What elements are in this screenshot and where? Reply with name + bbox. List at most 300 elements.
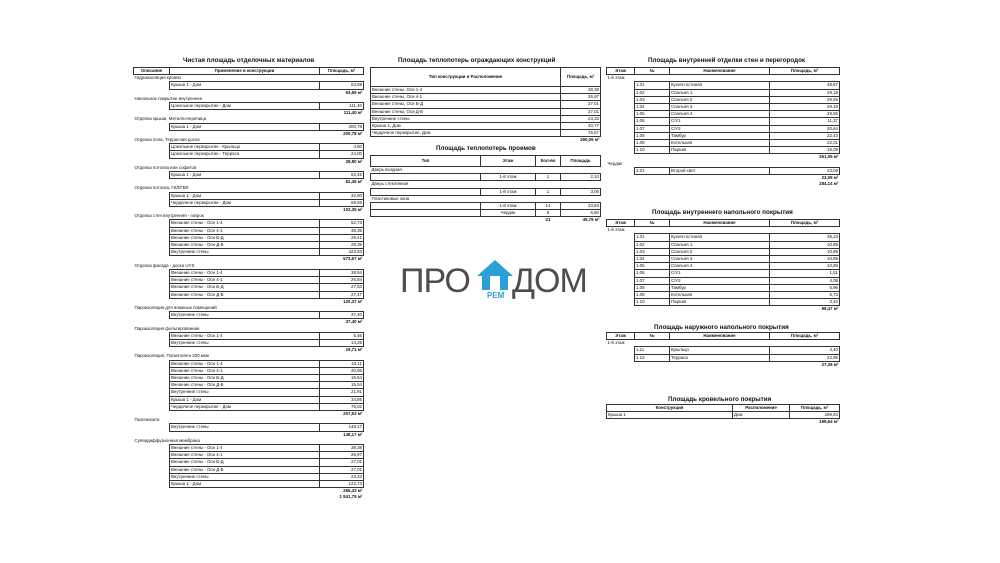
table-cell: Дом [733,412,790,419]
group-header-row [134,185,364,192]
table-cell: 23,33 [561,115,601,122]
table-cell: Крыша 1 [607,412,733,419]
table-row [371,123,601,130]
group-header-row [371,167,601,174]
table-cell [607,299,635,306]
table-cell [733,419,790,426]
table-cell: Чердак [607,160,623,166]
table-cell [134,431,170,438]
table-cell: 15,54 [320,382,364,389]
table-cell: 111,40 [320,103,364,110]
table-cell: 23,09 м² [821,175,839,181]
col-header: Этаж [481,156,536,167]
table-cell [371,188,481,195]
col-header: Тип [371,156,481,167]
table-row [607,277,840,284]
table-cell: Гидроизоляция кровли [134,75,181,81]
table-row [134,192,364,199]
outer-floor-table [606,332,840,368]
envelope-table [370,67,601,144]
table-cell [134,488,170,495]
table-cell: 63,69 м² [345,89,363,95]
logo-text-pro: ПРО [400,262,470,300]
table-cell [134,172,170,179]
table-cell: Кухня-гостиная [670,234,770,241]
table-row [607,118,840,125]
table-cell: Отделка фасада - доска UYS [134,262,195,268]
table-cell: 15,54 [320,374,364,381]
table-cell: 1.07 [635,277,670,284]
table-cell: 26,84 [320,277,364,284]
col-header: Площадь, м² [770,220,840,227]
table-cell: 62,45 [320,172,364,179]
table-cell: 21,91 [320,389,364,396]
table-cell: С/У1 [670,270,770,277]
table-cell: Терраса [670,354,770,361]
col-header: Площадь, м² [770,333,840,340]
table-cell: 26,97 [320,452,364,459]
table-cell: 1.06 [635,118,670,125]
table-cell: 1.08 [635,132,670,139]
table-cell: Внешние стены - Оси Д-Б [170,466,320,473]
table-cell [134,367,170,374]
group-header-row [371,195,601,202]
table-row [607,234,840,241]
table-cell: Крыша 1 - Дом [170,123,320,130]
table-cell [134,227,170,234]
table-cell: 1.02 [635,89,670,96]
table-row [134,466,364,473]
table-cell [134,89,170,96]
group-header-row [134,116,364,123]
table-row [371,101,601,108]
table-cell [607,125,635,132]
table-cell: Пароизоляция фольгированная [134,325,200,331]
table-cell: 34,85 [320,396,364,403]
table-cell: Спальня 4 [670,111,770,118]
table-row [371,203,601,210]
table-cell: Внешние стены - Оси Б-Д [170,459,320,466]
table-cell [134,347,170,354]
table-cell [635,175,670,182]
table-cell [607,419,733,426]
table-cell: Напольное покрытие внутреннее [134,95,203,101]
table-cell: Чердачное перекрытие - Дом [170,403,320,410]
table-cell [607,89,635,96]
table-cell [134,298,170,305]
group-header-row [134,263,364,270]
table-cell [134,144,170,151]
table-row [607,104,840,111]
table-cell [134,403,170,410]
table-cell: Внешние стены - Оси 4-1 [170,452,320,459]
group-total-row [134,410,364,417]
col-header: № [635,220,670,227]
table-cell: Спальня 2 [670,248,770,255]
table-cell: 199,64 м² [819,419,839,425]
table-cell: 1.07 [635,125,670,132]
table-cell [607,234,635,241]
table-cell: 37,40 [320,312,364,319]
table-cell [170,179,320,186]
table-cell [134,444,170,451]
table-cell [170,298,320,305]
table-row [134,123,364,130]
table-cell: 27,47 [320,291,364,298]
table-cell [134,151,170,158]
table-cell: 22,01 [770,140,840,147]
table-cell [607,306,635,313]
col-header: Площадь, м² [320,68,364,75]
table-cell: Внешние стены, Оси 4-1 [371,94,561,101]
inner-floor-title: Площадь внутреннего напольного покрытия [652,209,793,216]
table-cell [134,480,170,487]
table-cell [134,207,170,214]
table-cell: Цокольное перекрытие - Терраса [170,151,320,158]
table-cell: Парная [670,299,770,306]
table-row [134,312,364,319]
table-cell: 1.05 [635,263,670,270]
table-cell: 21 [545,217,551,223]
table-cell: 26,97 [561,94,601,101]
table-cell: 29,18 [770,104,840,111]
table-cell [170,110,320,117]
col-header: Наименование [670,220,770,227]
group-header-row [134,438,364,445]
table-row [371,210,601,217]
table-row [134,396,364,403]
table-cell: Внешние стены - Оси 4-1 [170,227,320,234]
table-cell: 260,05 м² [580,137,600,143]
table-cell [170,410,320,417]
table-row [371,115,601,122]
table-cell: Тамбур [670,132,770,139]
col-header: Кол-во [536,156,561,167]
table-cell: Дверь стеклянная [371,181,409,187]
col-header: Этаж [607,220,635,227]
table-cell [134,410,170,417]
table-cell: 423,83 [320,249,364,256]
table-cell [607,256,635,263]
table-cell: Внешние стены - Оси 4-1 [170,367,320,374]
table-row [607,248,840,255]
table-row [134,374,364,381]
inner-floor-table [606,219,840,313]
table-cell: Внешние стены, Оси Д-Б [371,108,561,115]
table-cell: Спальня 2 [670,96,770,103]
table-row [134,269,364,276]
floor-total-row [607,175,840,182]
group-total-row [134,347,364,354]
table-cell: 1-й этаж [607,75,625,81]
table-row [134,480,364,487]
group-total-row [134,319,364,326]
openings-title: Площадь теплопотерь проемов [436,145,536,152]
floor-header-row [607,161,840,168]
table-cell: Внешние стены - Оси Б-Д [170,234,320,241]
table-row [134,234,364,241]
table-cell: 37,40 м² [345,319,363,325]
table-cell: 29,41 [320,234,364,241]
table-cell: Внешние стены, Оси Б-Д [371,101,561,108]
openings-table [370,155,601,224]
table-cell [481,217,536,224]
table-cell [134,249,170,256]
group-header-row [134,213,364,220]
table-cell: С/У1 [670,118,770,125]
logo-text-dom: ДОМ [512,262,587,300]
table-row [371,130,601,137]
table-row [134,452,364,459]
table-cell [134,103,170,110]
table-cell [607,248,635,255]
table-cell: Внешние стены - Оси 1-4 [170,220,320,227]
table-cell: 1.12 [635,354,670,361]
table-cell: Спальня 1 [670,241,770,248]
table-cell: 32,80 [320,192,364,199]
table-cell [134,179,170,186]
table-cell: С/У2 [670,277,770,284]
table-cell [134,494,170,500]
table-cell [607,118,635,125]
table-cell: 23,09 [770,167,840,174]
table-cell: 52,73 [320,220,364,227]
table-row [134,389,364,396]
table-cell [371,174,481,181]
table-cell [134,284,170,291]
table-row [607,125,840,132]
table-cell: 1.04 [635,104,670,111]
roof-table [606,404,840,426]
table-cell: Тамбур [670,284,770,291]
table-row [134,367,364,374]
table-cell: 48,87 [770,82,840,89]
table-cell: 3,42 [770,299,840,306]
table-cell [134,277,170,284]
col-header: Описание [134,68,170,75]
table-cell [607,147,635,154]
table-cell: 38,35 [320,227,364,234]
table-cell: Внутренние стены [170,424,320,431]
table-cell: 2.01 [635,167,670,174]
table-row [134,339,364,346]
table-row [134,220,364,227]
group-header-row [134,165,364,172]
table-cell: 14,25 [320,339,364,346]
table-cell [607,82,635,89]
table-cell: 99,47 м² [821,306,839,312]
table-cell: 1,51 [770,270,840,277]
table-cell: Внутренние стены [170,312,320,319]
table-cell: 63,69 [320,82,364,89]
table-cell: 1.09 [635,140,670,147]
table-cell: Отделка потолка или софитов [134,164,197,170]
table-cell: 5,96 [770,284,840,291]
table-cell [607,96,635,103]
col-header: Наименование [670,333,770,340]
table-cell [371,203,481,210]
table-cell [607,175,635,182]
table-cell: Чердачное перекрытие - Дом [170,199,320,206]
table-cell: 120,37 м² [343,298,363,304]
table-cell [170,347,320,354]
group-header-row [134,75,364,82]
table-cell: 1-й этаж [481,174,536,181]
table-row [607,140,840,147]
table-cell: Спальня 1 [670,89,770,96]
table-cell: 23,11 [320,360,364,367]
table-cell: 3,06 [561,188,601,195]
table-cell: 5,46 [320,332,364,339]
table-cell: 11,37 [770,118,840,125]
table-row [371,174,601,181]
table-cell: 18,09 [770,147,840,154]
col-header: Площадь, м² [770,68,840,75]
table-cell: 1 [536,188,561,195]
table-cell: 5,73 [770,292,840,299]
table-cell: 27,01 [320,459,364,466]
table-cell: 27,01 [561,101,601,108]
table-cell: 200,78 м² [343,130,363,136]
table-cell [670,181,770,187]
table-cell: 1-й этаж [607,227,625,233]
table-cell: 5 [536,210,561,217]
col-header: Наименование [670,68,770,75]
table-cell [670,154,770,161]
total-row [607,306,840,313]
table-cell: Крыша 1 - Дом [170,396,320,403]
table-cell [170,488,320,495]
table-cell: 76,02 [320,403,364,410]
table-cell [134,256,170,263]
grand-total-row [134,494,364,500]
col-header: Тип конструкции и Расположение [371,68,561,87]
table-row [134,444,364,451]
col-header: Площадь [561,156,601,167]
table-cell: Крыша 1 - Дом [170,480,320,487]
table-cell [170,89,320,96]
table-row [134,227,364,234]
table-row [607,96,840,103]
table-cell [134,199,170,206]
table-cell [170,494,320,500]
table-cell: Чердачное перекрытие, Дом [371,130,561,137]
table-cell [371,217,481,224]
table-cell [134,319,170,326]
table-cell [607,181,635,187]
total-row [371,217,601,224]
table-cell [635,361,670,368]
table-cell: 1-й этаж [481,203,536,210]
table-cell: Крыльцо [670,347,770,354]
table-cell: Пароизоляция для влажных помещений [134,304,217,310]
table-cell: 1.08 [635,284,670,291]
table-cell: 1.01 [635,82,670,89]
table-row [607,347,840,354]
floor-total-row [607,154,840,161]
table-cell: Внешние стены - Оси Б-Д [170,284,320,291]
col-header: Этаж [607,68,635,75]
table-cell: 19,71 м² [345,347,363,353]
table-cell: Внешние стены - Оси 1-4 [170,444,320,451]
table-row [607,167,840,174]
table-row [134,144,364,151]
table-row [607,284,840,291]
table-cell: 1 941,75 м² [339,494,363,500]
logo-text-rem: РЕМ [487,291,505,300]
table-cell: Внешние стены - Оси 1-4 [170,269,320,276]
group-header-row [134,96,364,103]
table-cell [134,242,170,249]
table-cell: 1-й этаж [607,340,625,346]
table-cell [134,360,170,367]
table-cell [607,263,635,270]
house-icon [475,258,515,292]
table-cell: Спальня 3 [670,256,770,263]
table-cell: Внутренние стены [170,339,320,346]
materials-title: Чистая площадь отделочных материалов [183,57,315,64]
table-row [134,403,364,410]
table-cell: Крыша 1, Дом [371,123,561,130]
table-row [607,270,840,277]
group-header-row [134,137,364,144]
table-cell: 265,43 м² [343,488,363,494]
table-cell: 69,55 [320,199,364,206]
table-cell: 4,80 [320,144,364,151]
table-row [134,82,364,89]
table-cell: Цокольное перекрытие - Дом [170,103,320,110]
table-cell: 29,65 [770,96,840,103]
table-cell [371,137,561,144]
table-cell: 76,57 [561,130,601,137]
table-row [134,199,364,206]
table-cell: 200,78 [320,123,364,130]
group-header-row [134,305,364,312]
table-cell: 29,35 [320,242,364,249]
table-cell: 10,89 [770,256,840,263]
table-cell: Пластиковые окна [371,195,410,201]
table-cell: 207,53 м² [343,410,363,416]
floor-header-row [607,340,840,347]
table-cell: 29,18 [770,89,840,96]
group-total-row [134,256,364,263]
table-cell [607,111,635,118]
table-cell: 4,08 [770,277,840,284]
col-header: Площадь, м² [561,68,601,87]
table-cell: 1.03 [635,248,670,255]
table-cell: Крыша 1 - Дом [170,82,320,89]
total-row [371,137,601,144]
table-cell: 27,01 [561,108,601,115]
table-row [607,241,840,248]
table-cell: Внешние стены - Оси Д-Б [170,291,320,298]
table-cell: 573,67 м² [343,256,363,262]
walls-table [606,67,840,187]
table-cell: 14 [536,203,561,210]
table-cell: 148,17 м² [343,431,363,437]
table-row [607,256,840,263]
table-row [134,291,364,298]
table-cell [607,241,635,248]
table-cell [607,347,635,354]
table-cell: Спальня 4 [670,263,770,270]
table-cell: Дверь входная [371,167,402,172]
table-cell: Цокольное перекрытие - Крыльцо [170,144,320,151]
table-cell: Крыша 1 - Дом [170,192,320,199]
table-row [134,459,364,466]
table-cell: Пыленазата [134,417,160,423]
table-cell: Отделка крыши, Металлочерепица [134,116,207,122]
